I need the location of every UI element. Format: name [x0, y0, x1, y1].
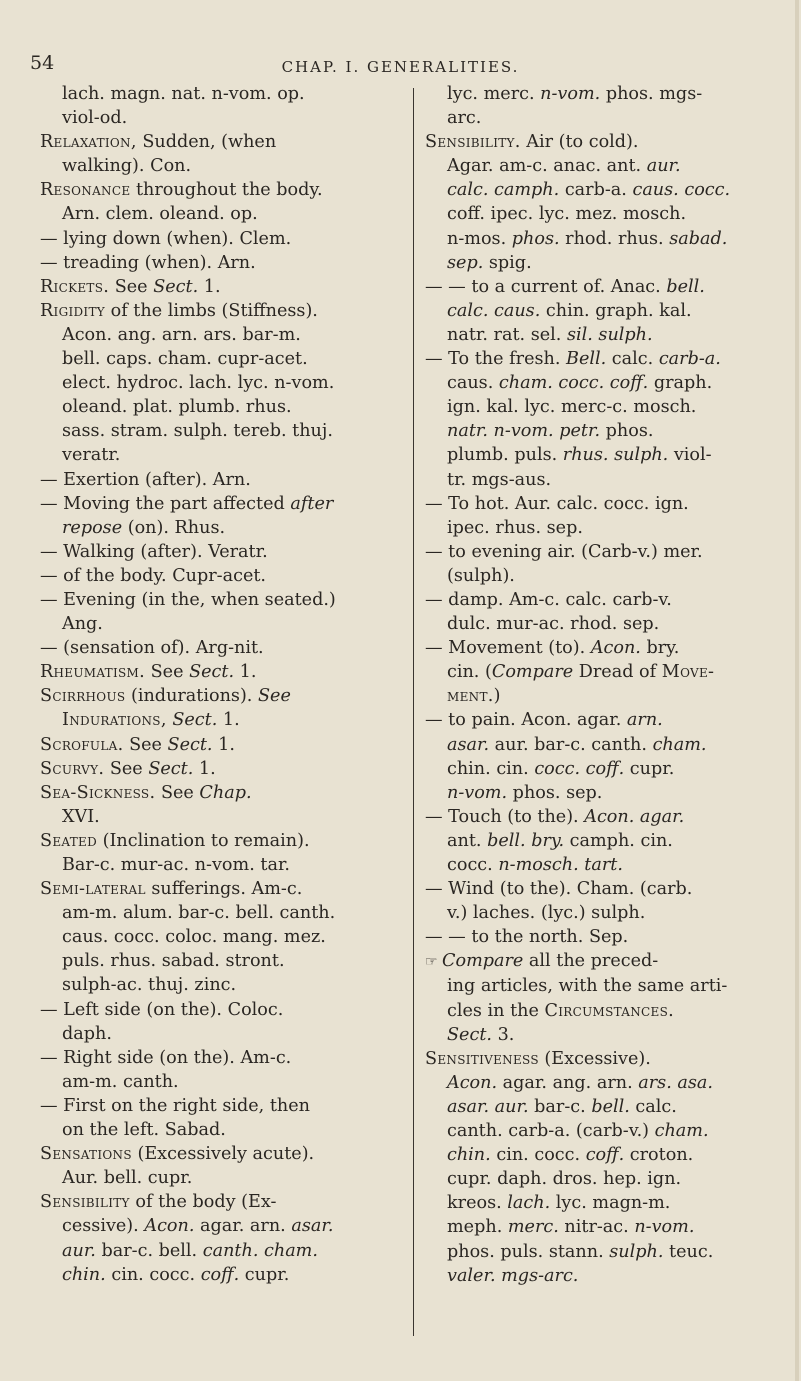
text-run: ign. kal. lyc. merc-c. mosch. — [447, 397, 697, 418]
index-entry-continuation — [40, 973, 408, 997]
index-entry-continuation — [425, 82, 793, 106]
text-run: n-vom. — [634, 1217, 695, 1238]
index-entry-continuation — [425, 733, 793, 757]
index-entry — [425, 347, 793, 371]
text-run: — — to the north. Sep. — [425, 927, 629, 948]
index-entry — [425, 708, 793, 732]
index-entry — [40, 492, 408, 516]
text-run: Scurvy. — [40, 758, 105, 779]
text-run: caus. cocc. coloc. mang. mez. — [62, 927, 326, 948]
text-run: Sect. — [447, 1024, 492, 1045]
text-run: carb-a. — [658, 349, 721, 370]
text-run: repose — [62, 517, 123, 538]
index-entry — [425, 540, 793, 564]
index-entry-continuation — [425, 660, 793, 684]
text-run: sass. stram. sulph. tereb. thuj. — [62, 421, 333, 442]
index-entry — [425, 636, 793, 660]
text-run: — of the body. Cupr-acet. — [40, 565, 267, 586]
text-run: calc. — [606, 349, 659, 370]
running-header: CHAP. I. GENERALITIES. — [281, 58, 520, 76]
text-run: calc. — [629, 1096, 677, 1117]
index-entry-continuation — [40, 154, 408, 178]
index-entry — [40, 540, 408, 564]
index-entry-continuation — [40, 371, 408, 395]
text-run: phos. sep. — [507, 782, 603, 803]
index-entry-continuation — [425, 1023, 793, 1047]
text-run: Aur. bell. cupr. — [62, 1168, 193, 1189]
index-entry-continuation — [40, 1263, 408, 1287]
text-run: Compare — [442, 951, 524, 972]
index-entry — [40, 733, 408, 757]
index-entry — [40, 636, 408, 660]
text-run: (Excessive). — [538, 1048, 651, 1069]
text-run: Sea-Sickness. — [40, 782, 156, 803]
text-run: Relaxation, — [40, 132, 137, 153]
text-run: valer. mgs-arc. — [447, 1265, 579, 1286]
index-entry-continuation — [40, 901, 408, 925]
index-entry — [425, 877, 793, 901]
index-entry — [40, 468, 408, 492]
text-run: — Moving the part affected — [40, 493, 291, 514]
index-entry-continuation — [425, 1071, 793, 1095]
text-run: — To hot. Aur. calc. cocc. ign. — [425, 493, 689, 514]
text-run: chin. — [447, 1145, 491, 1166]
text-run: Ang. — [62, 614, 103, 635]
text-run: See — [155, 782, 200, 803]
text-run: Sensitiveness — [425, 1048, 539, 1069]
index-entry — [40, 178, 408, 202]
text-run: bell. — [591, 1096, 630, 1117]
text-run: on the left. Sabad. — [62, 1120, 226, 1141]
text-run: asar. aur. — [447, 1096, 529, 1117]
index-entry — [40, 1142, 408, 1166]
index-entry-continuation — [40, 419, 408, 443]
text-run: natr. rat. sel. — [447, 324, 567, 345]
index-entry-continuation — [425, 251, 793, 275]
text-run: Sudden, (when — [136, 132, 277, 153]
index-entry-continuation — [40, 612, 408, 636]
index-entry — [40, 1190, 408, 1214]
text-run: daph. — [62, 1023, 112, 1044]
text-run: arc. — [447, 108, 482, 129]
index-entry-continuation — [40, 395, 408, 419]
text-run: ing articles, with the same arti- — [447, 976, 728, 997]
text-run: sabad. — [669, 228, 728, 249]
page-number: 54 — [30, 52, 55, 74]
text-run: — damp. Am-c. calc. carb-v. — [425, 589, 672, 610]
index-entry — [40, 660, 408, 684]
text-run: teuc. — [663, 1241, 714, 1262]
text-run: (indurations). — [125, 686, 258, 707]
text-run: n-vom. — [540, 84, 601, 104]
text-run: coff. ipec. lyc. mez. mosch. — [447, 204, 687, 225]
text-run: Acon. — [144, 1216, 195, 1237]
text-run: (Excessively acute). — [131, 1144, 315, 1165]
text-run: (on). Rhus. — [122, 517, 226, 538]
text-run: sil. sulph. — [566, 324, 653, 345]
index-entry-continuation — [425, 468, 793, 492]
text-run: caus. cocc. — [632, 180, 731, 201]
index-entry — [40, 998, 408, 1022]
text-run: elect. hydroc. lach. lyc. n-vom. — [62, 373, 335, 394]
text-run: Resonance — [40, 180, 131, 201]
index-entry — [40, 251, 408, 275]
text-run: chin. — [62, 1264, 106, 1285]
text-run: — treading (when). Arn. — [40, 252, 256, 273]
text-run: asar. — [291, 1216, 334, 1237]
text-run: arn. — [626, 710, 663, 731]
index-entry-continuation — [425, 1119, 793, 1143]
index-entry — [40, 684, 408, 708]
text-run: asar. — [447, 734, 490, 755]
text-run: plumb. puls. — [447, 445, 563, 466]
text-run: cin. cocc. — [105, 1264, 201, 1285]
index-entry-continuation — [40, 443, 408, 467]
text-run: Bar-c. mur-ac. n-vom. tar. — [62, 855, 291, 875]
text-run: agar. ang. arn. — [497, 1072, 639, 1093]
index-entry-continuation — [425, 299, 793, 323]
text-run: 1. — [234, 662, 257, 683]
index-entry-continuation — [425, 1095, 793, 1119]
text-run: 1. — [198, 276, 221, 297]
index-entry-continuation — [425, 516, 793, 540]
text-run: cham. cocc. coff. — [498, 373, 649, 394]
index-entry-continuation — [40, 925, 408, 949]
index-entry-continuation — [425, 684, 793, 708]
text-run: Sensibility — [40, 1192, 130, 1213]
index-entry-continuation — [425, 106, 793, 130]
text-run: — lying down (when). Clem. — [40, 228, 292, 249]
index-entry-continuation — [40, 82, 408, 106]
index-entry — [40, 781, 408, 805]
index-entry — [40, 299, 408, 323]
text-run: coff. — [200, 1264, 240, 1285]
text-run: cin. ( — [447, 662, 492, 683]
text-run: bell. — [666, 276, 705, 297]
text-run: viol- — [668, 445, 712, 466]
index-entry-continuation — [425, 974, 793, 998]
text-run: lyc. magn-m. — [550, 1193, 671, 1214]
text-run: phos. — [600, 421, 654, 442]
text-run: See — [104, 758, 149, 779]
text-run: sulph-ac. thuj. zinc. — [62, 975, 237, 996]
index-entry-continuation — [425, 781, 793, 805]
text-run: Compare — [491, 662, 574, 683]
index-entry-continuation — [425, 999, 793, 1023]
text-run: (sulph). — [447, 565, 515, 586]
text-run: Sensations — [40, 1144, 132, 1165]
index-entry — [425, 130, 793, 154]
index-entry-continuation — [40, 1070, 408, 1094]
text-run: — First on the right side, then — [40, 1095, 310, 1116]
text-run: Agar. am-c. anac. ant. — [447, 156, 647, 177]
index-entry-continuation — [425, 853, 793, 877]
text-run: bry. — [640, 638, 680, 659]
left-column — [40, 82, 408, 1287]
text-run: canth. carb-a. (carb-v.) — [447, 1121, 655, 1142]
text-run: phos. puls. stann. — [447, 1241, 610, 1262]
right-column — [425, 82, 793, 1288]
text-run: bar-c. — [528, 1096, 592, 1117]
text-run: — to pain. Acon. agar. — [425, 710, 627, 731]
text-run: Sect. — [172, 710, 218, 731]
text-run: caus. — [447, 373, 499, 394]
index-entry-continuation — [40, 516, 408, 540]
text-run: am-m. canth. — [62, 1071, 179, 1092]
index-entry-continuation — [425, 371, 793, 395]
text-run: v.) laches. (lyc.) sulph. — [447, 903, 646, 924]
text-run: Circumstances. — [544, 1000, 674, 1021]
text-run: Scrofula. — [40, 734, 124, 755]
index-entry-continuation — [40, 1118, 408, 1142]
text-run: Sect. — [153, 276, 199, 297]
text-run: chin. cin. — [447, 758, 535, 779]
index-entry-continuation — [40, 805, 408, 829]
text-run: aur. — [646, 156, 681, 177]
text-run: all the preced- — [523, 951, 659, 972]
text-run: See — [109, 276, 154, 297]
text-run: veratr. — [62, 445, 121, 466]
text-run: sep. — [447, 252, 484, 273]
text-run: Acon. — [447, 1072, 498, 1093]
text-run: — Touch (to the). — [425, 806, 585, 827]
text-run: aur. — [62, 1240, 96, 1261]
index-entry-continuation — [40, 708, 408, 732]
text-run: — Exertion (after). Arn. — [40, 469, 251, 490]
index-entry-continuation — [425, 1215, 793, 1239]
text-run: after — [290, 493, 334, 514]
text-run: dulc. mur-ac. rhod. sep. — [447, 614, 660, 635]
index-entry — [425, 492, 793, 516]
index-entry-continuation — [425, 202, 793, 226]
index-entry-continuation — [425, 901, 793, 925]
index-entry — [40, 829, 408, 853]
index-entry-continuation — [425, 178, 793, 202]
text-run: cessive). — [62, 1216, 145, 1237]
text-run: cles in the — [447, 1000, 545, 1021]
text-run: am-m. alum. bar-c. bell. canth. — [62, 903, 336, 924]
index-entry-continuation — [425, 1143, 793, 1167]
text-run: Dread of — [573, 662, 662, 683]
text-run: natr. n-vom. petr. — [447, 421, 601, 442]
text-run: aur. bar-c. canth. — [489, 734, 653, 755]
text-run: — — to a current of. Anac. — [425, 276, 667, 297]
index-entry-continuation — [425, 1264, 793, 1288]
text-run: XVI. — [62, 806, 100, 827]
text-run: rhus. sulph. — [562, 445, 669, 466]
text-run: — To the fresh. — [425, 349, 567, 370]
text-run: walking). Con. — [62, 156, 192, 177]
text-run: Seated — [40, 830, 98, 851]
text-run: — (sensation of). Arg-nit. — [40, 638, 264, 659]
index-entry — [40, 227, 408, 251]
index-entry-continuation — [425, 829, 793, 853]
text-run: graph. — [648, 373, 713, 394]
text-run: Chap. — [199, 782, 252, 803]
index-entry-continuation — [40, 1214, 408, 1238]
text-run: — Walking (after). Veratr. — [40, 541, 268, 562]
index-entry — [40, 130, 408, 154]
text-run: cham. — [654, 1121, 709, 1142]
text-run: of the body (Ex- — [129, 1192, 277, 1213]
text-run: Acon. ang. arn. ars. bar-m. — [62, 324, 301, 345]
index-entry — [425, 805, 793, 829]
text-run: sulph. — [609, 1241, 664, 1262]
text-run: Sect. — [167, 734, 213, 755]
text-run: of the limbs (Stiffness). — [105, 300, 318, 321]
index-entry — [425, 588, 793, 612]
text-run: Rheumatism. — [40, 662, 146, 683]
index-entry — [40, 1046, 408, 1070]
index-entry-continuation — [40, 1022, 408, 1046]
index-entry — [40, 877, 408, 901]
text-run: cocc. — [447, 855, 499, 875]
text-run: Arn. clem. oleand. op. — [62, 204, 258, 225]
text-run: lach. — [507, 1193, 551, 1214]
text-run: ipec. rhus. sep. — [447, 517, 583, 538]
text-run: See — [123, 734, 168, 755]
index-entry-continuation — [425, 1167, 793, 1191]
index-entry-continuation — [425, 612, 793, 636]
text-run: puls. rhus. sabad. stront. — [62, 951, 285, 972]
text-run: See — [145, 662, 190, 683]
index-entry-continuation — [425, 1191, 793, 1215]
index-entry — [425, 1047, 793, 1071]
text-run: bell. caps. cham. cupr-acet. — [62, 349, 308, 370]
text-run: sufferings. Am-c. — [145, 879, 303, 900]
text-run: cupr. — [624, 758, 675, 779]
text-run: Sensibility. — [425, 132, 521, 153]
index-entry-continuation — [425, 1240, 793, 1264]
text-run: — Movement (to). — [425, 638, 591, 659]
text-run: kreos. — [447, 1193, 508, 1214]
text-run: canth. cham. — [202, 1240, 318, 1261]
column-divider — [413, 88, 414, 1336]
text-run: phos. — [511, 228, 560, 249]
text-run: — Wind (to the). Cham. (carb. — [425, 879, 693, 900]
text-run: Move- — [661, 662, 715, 683]
text-run: Rigidity — [40, 300, 106, 321]
text-run: tr. mgs-aus. — [447, 469, 552, 490]
text-run: Scirrhous — [40, 686, 126, 707]
text-run: phos. mgs- — [600, 84, 703, 104]
text-run: lyc. merc. — [447, 84, 541, 104]
text-run: n-mos. — [447, 228, 512, 249]
index-entry-continuation — [425, 443, 793, 467]
text-run: calc. camph. — [447, 180, 560, 201]
text-run: throughout the body. — [130, 180, 323, 201]
text-run: (Inclination to remain). — [97, 830, 310, 851]
index-entry — [40, 275, 408, 299]
index-entry — [40, 588, 408, 612]
text-run: cupr. — [239, 1264, 290, 1285]
index-entry-continuation — [425, 323, 793, 347]
index-entry-continuation — [425, 757, 793, 781]
text-run: cham. — [652, 734, 707, 755]
text-run: 1. — [212, 734, 235, 755]
text-run: oleand. plat. plumb. rhus. — [62, 397, 292, 418]
text-run: croton. — [624, 1145, 694, 1166]
text-run: bar-c. bell. — [95, 1240, 203, 1261]
index-entry — [425, 925, 793, 949]
text-run: — Right side (on the). Am-c. — [40, 1047, 292, 1068]
text-run: — Left side (on the). Coloc. — [40, 999, 284, 1020]
text-run: camph. cin. — [564, 830, 673, 851]
text-run: Rickets. — [40, 276, 110, 297]
page-edge — [795, 0, 799, 1381]
text-run: Acon. agar. — [584, 806, 685, 827]
index-entry — [40, 757, 408, 781]
index-entry-continuation — [40, 1166, 408, 1190]
index-entry-continuation — [425, 154, 793, 178]
pointing-hand-icon: ☞ — [425, 954, 443, 971]
text-run: carb-a. — [559, 180, 633, 201]
text-run: n-mosch. tart. — [498, 855, 623, 875]
text-run: See — [258, 686, 291, 707]
text-run: merc. — [507, 1217, 559, 1238]
text-run: — Evening (in the, when seated.) — [40, 589, 336, 610]
note-line — [425, 949, 793, 974]
text-run: n-vom. — [447, 782, 508, 803]
text-run: rhod. rhus. — [559, 228, 670, 249]
index-entry-continuation — [40, 949, 408, 973]
text-run: Sect. — [189, 662, 235, 683]
text-run: viol-od. — [62, 108, 128, 129]
text-run: ant. — [447, 830, 488, 851]
text-run: Acon. — [590, 638, 641, 659]
text-run: lach. magn. nat. n-vom. op. — [62, 84, 305, 104]
index-entry-continuation — [425, 564, 793, 588]
index-entry-continuation — [40, 853, 408, 877]
text-run: 3. — [491, 1024, 515, 1045]
text-run: coff. — [585, 1145, 625, 1166]
text-run: Semi-lateral — [40, 879, 146, 900]
index-entry — [40, 564, 408, 588]
index-entry-continuation — [425, 395, 793, 419]
text-run: 1. — [217, 710, 240, 731]
text-run: agar. arn. — [194, 1216, 292, 1237]
text-run: — to evening air. (Carb-v.) mer. — [425, 541, 703, 562]
index-entry — [40, 1094, 408, 1118]
text-run: cocc. coff. — [534, 758, 625, 779]
text-run: Air (to cold). — [520, 132, 639, 153]
index-entry — [425, 275, 793, 299]
text-run: cin. cocc. — [490, 1145, 586, 1166]
text-run: bell. bry. — [487, 830, 565, 851]
text-run: ars. asa. — [638, 1072, 713, 1093]
index-entry-continuation — [40, 323, 408, 347]
text-run: Bell. — [566, 349, 607, 370]
index-entry-continuation — [40, 106, 408, 130]
index-entry-continuation — [425, 227, 793, 251]
index-entry-continuation — [425, 419, 793, 443]
index-entry-continuation — [40, 1239, 408, 1263]
index-entry-continuation — [40, 347, 408, 371]
text-run: cupr. daph. dros. hep. ign. — [447, 1169, 682, 1190]
text-run: calc. caus. — [447, 300, 541, 321]
text-run: meph. — [447, 1217, 508, 1238]
text-run: spig. — [483, 252, 532, 273]
text-run: chin. graph. kal. — [540, 300, 692, 321]
text-run: 1. — [193, 758, 216, 779]
text-run: ment. — [447, 686, 494, 707]
text-run: ) — [493, 686, 501, 707]
text-run: Indurations, — [62, 710, 167, 731]
text-run: Sect. — [148, 758, 194, 779]
index-entry-continuation — [40, 202, 408, 226]
text-run: nitr-ac. — [558, 1217, 635, 1238]
